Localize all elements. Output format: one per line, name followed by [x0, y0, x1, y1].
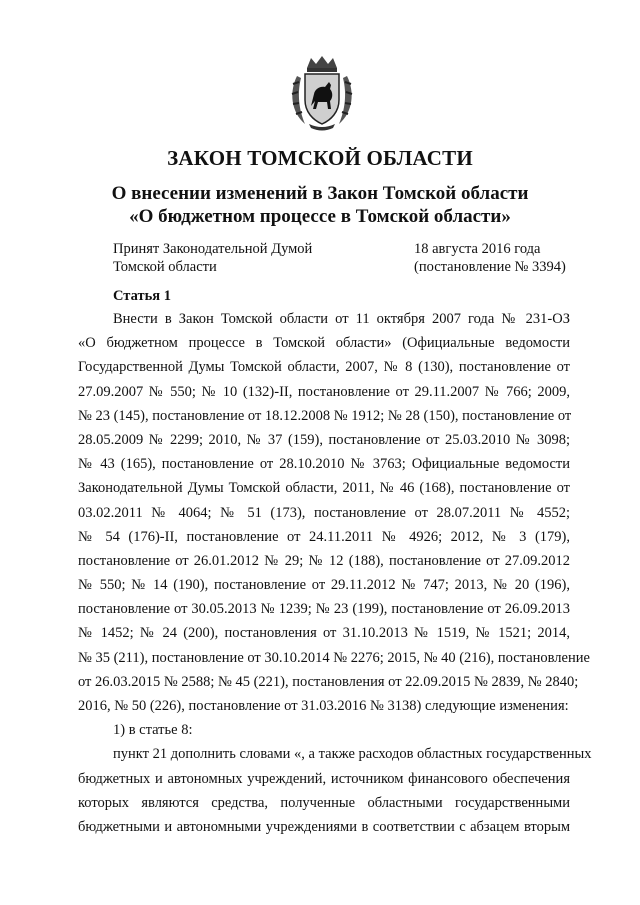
body-line: 03.02.2011 № 4064; № 51 (173), постановление от 28.07.2011 № 4552;: [78, 504, 570, 521]
body-line: бюджетных и автономных учреждений, источником финансового обеспечения: [78, 770, 570, 787]
body-line: № 1452; № 24 (200), постановления от 31.10.2013 № 1519, № 1521; 2014,: [78, 625, 570, 642]
body-line: 2016, № 50 (226), постановление от 31.03.2016 № 3138) следующие изменения:: [78, 698, 569, 714]
body-line: пункт 21 дополнить словами «, а также расходов областных государственных: [113, 746, 592, 763]
body-line: постановление от 30.05.2013 № 1239; № 23 (199), постановление от 26.09.2013: [78, 601, 570, 618]
body-line: постановление от 26.01.2012 № 29; № 12 (188), постановление от 27.09.2012: [78, 552, 570, 569]
body-line: Законодательной Думы Томской области, 2011, № 46 (168), постановление от: [78, 480, 570, 497]
adopted-by-line-1: Принят Законодательной Думой: [113, 241, 313, 257]
body-line: № 23 (145), постановление от 18.12.2008 № 1912; № 28 (150), постановление от: [78, 407, 572, 424]
law-title: ЗАКОН ТОМСКОЙ ОБЛАСТИ: [167, 146, 473, 170]
body-line: Государственной Думы Томской области, 2007, № 8 (130), постановление от: [78, 359, 570, 376]
article-heading: Статья 1: [113, 288, 171, 304]
adopted-by-block: [113, 240, 312, 276]
body-line: 27.09.2007 № 550; № 10 (132)-II, постановление от 29.11.2007 № 766; 2009,: [78, 383, 570, 400]
body-line: № 43 (165), постановление от 28.10.2010 № 3763; Официальные ведомости: [78, 456, 570, 473]
resolution-number: (постановление № 3394): [414, 259, 566, 275]
body-line: № 54 (176)-II, постановление от 24.11.2011 № 4926; 2012, № 3 (179),: [78, 528, 570, 545]
list-item-1: 1) в статье 8:: [113, 722, 193, 739]
adoption-date-block: [414, 240, 566, 276]
law-subtitle-line-2: «О бюджетном процессе в Томской области»: [129, 206, 511, 227]
body-line: 28.05.2009 № 2299; 2010, № 37 (159), постановление от 25.03.2010 № 3098;: [78, 431, 570, 448]
adoption-date: 18 августа 2016 года: [414, 241, 541, 257]
adopted-by-line-2: Томской области: [113, 259, 217, 275]
body-line: бюджетными и автономными учреждениями в соответствии с абзацем вторым: [78, 818, 570, 835]
body-line: № 550; № 14 (190), постановление от 29.11.2012 № 747; 2013, № 20 (196),: [78, 577, 570, 594]
body-line: Внести в Закон Томской области от 11 октября 2007 года № 231-ОЗ: [113, 311, 570, 327]
article-body: [78, 307, 592, 839]
law-subtitle-line-1: О внесении изменений в Закон Томской области: [111, 183, 529, 204]
body-line: от 26.03.2015 № 2588; № 45 (221), постановления от 22.09.2015 № 2839, № 2840;: [78, 673, 579, 690]
body-line: «О бюджетном процессе в Томской области» (Официальные ведомости: [78, 335, 570, 352]
tomsk-coat-of-arms-icon: [287, 54, 357, 132]
body-line: которых являются средства, полученные областными государственными: [78, 794, 570, 811]
body-line: № 35 (211), постановление от 30.10.2014 № 2276; 2015, № 40 (216), постановление: [78, 649, 590, 666]
